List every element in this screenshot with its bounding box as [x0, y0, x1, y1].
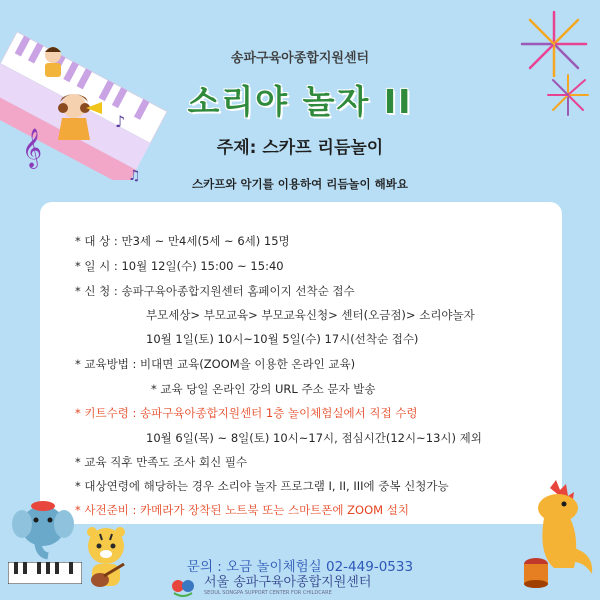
page-title: 소리야 놀자 II	[187, 82, 413, 121]
detail-survey: * 교육 직후 만족도 조사 회신 필수	[75, 455, 248, 469]
detail-datetime: * 일 시 : 10월 12일(수) 15:00 ~ 15:40	[75, 259, 284, 273]
contact-info: 문의 : 오금 놀이체험실 02-449-0533	[186, 559, 414, 575]
detail-application-period: 10월 1일(토) 10시~10월 5일(수) 17시(선착순 접수)	[146, 332, 419, 346]
firework-icon	[518, 8, 590, 80]
program-description: 스카프와 악기를 이용하여 리듬놀이 해봐요	[192, 177, 408, 191]
detail-method: * 교육방법 : 비대면 교육(ZOOM을 이용한 온라인 교육)	[75, 357, 356, 371]
detail-application-path: 부모세상> 부모교육> 부모교육신청> 센터(오금점)> 소리야놀자	[146, 308, 475, 322]
organization-logo	[170, 574, 432, 598]
detail-kit-pickup-period: 10월 6일(목) ~ 8일(토) 10시~17시, 점심시간(12시~13시) 제외	[146, 431, 482, 445]
detail-application: * 신 청 : 송파구육아종합지원센터 홈페이지 선착순 접수	[75, 284, 355, 298]
detail-kit-pickup: * 키트수령 : 송파구육아종합지원센터 1층 놀이체험실에서 직접 수령	[75, 406, 418, 420]
logo-text: 서울 송파구육아종합지원센터	[204, 575, 372, 590]
logo-emblem-icon	[170, 575, 196, 597]
topic-subtitle: 주제: 스카프 리듬놀이	[216, 138, 384, 158]
music-note-icon: ♪	[115, 112, 126, 131]
detail-target: * 대 상 : 만3세 ~ 만4세(5세 ~ 6세) 15명	[75, 234, 290, 248]
detail-duplicate-application: * 대상연령에 해당하는 경우 소리야 놀자 프로그램 I, II, III에 중복 신청가능	[75, 479, 449, 493]
organization-name: 송파구육아종합지원센터	[230, 51, 370, 66]
treble-clef-icon: 𝄞	[22, 128, 43, 168]
detail-preparation: * 사전준비 : 카메라가 장착된 노트북 또는 스마트폰에 ZOOM 설치	[75, 503, 409, 517]
music-note-icon: ♫	[128, 168, 141, 184]
logo-subtext: SEOUL SONGPA SUPPORT CENTER FOR CHILDCARE	[204, 590, 332, 596]
info-card	[40, 202, 562, 524]
detail-method-note: * 교육 당일 온라인 강의 URL 주소 문자 발송	[151, 382, 376, 396]
